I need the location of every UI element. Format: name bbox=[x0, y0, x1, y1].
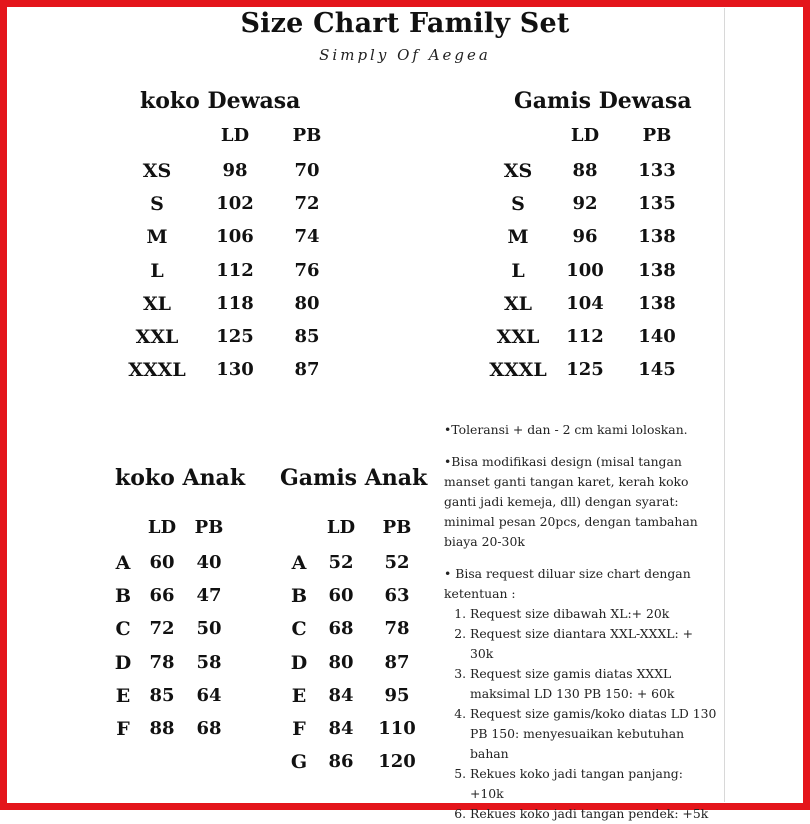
gamis-anak-ld-value: 86 bbox=[328, 751, 354, 772]
koko-dewasa-ld-value: 118 bbox=[216, 293, 254, 314]
koko-anak-size-label: F bbox=[116, 718, 130, 740]
tolerance-note: •Toleransi + dan - 2 cm kami loloskan. bbox=[444, 422, 688, 437]
gamis-anak-size-label: C bbox=[291, 618, 307, 640]
gamis-anak-ld-value: 60 bbox=[328, 585, 354, 606]
gamis-dewasa-size-label: S bbox=[511, 193, 525, 215]
gamis-dewasa-size-label: XL bbox=[503, 293, 533, 315]
gamis-anak-pb-value: 87 bbox=[384, 652, 410, 673]
gamis-dewasa-header-ld: LD bbox=[570, 125, 600, 146]
koko-dewasa-ld-value: 102 bbox=[216, 193, 254, 214]
gamis-dewasa-size-label: XXXL bbox=[489, 359, 547, 381]
koko-dewasa-size-label: M bbox=[146, 226, 168, 248]
gamis-dewasa-pb-value: 138 bbox=[638, 260, 676, 281]
page-edge-divider bbox=[724, 8, 725, 802]
koko-anak-pb-value: 64 bbox=[196, 685, 222, 706]
gamis-dewasa-pb-value: 138 bbox=[638, 226, 676, 247]
gamis-anak-title: Gamis Anak bbox=[280, 465, 428, 491]
gamis-dewasa-ld-value: 100 bbox=[566, 260, 604, 281]
gamis-anak-pb-value: 95 bbox=[384, 685, 410, 706]
koko-dewasa-ld-value: 112 bbox=[216, 260, 254, 281]
koko-dewasa-pb-value: 70 bbox=[294, 160, 320, 181]
koko-anak-ld-value: 88 bbox=[149, 718, 175, 739]
gamis-dewasa-ld-value: 88 bbox=[572, 160, 598, 181]
koko-dewasa-header-ld: LD bbox=[220, 125, 250, 146]
koko-anak-pb-value: 68 bbox=[196, 718, 222, 739]
gamis-anak-pb-value: 78 bbox=[384, 618, 410, 639]
koko-dewasa-title: koko Dewasa bbox=[140, 88, 301, 114]
koko-anak-header-pb: PB bbox=[194, 517, 224, 538]
koko-anak-title: koko Anak bbox=[115, 465, 246, 491]
gamis-anak-size-label: E bbox=[291, 685, 307, 707]
gamis-dewasa-pb-value: 135 bbox=[638, 193, 676, 214]
gamis-anak-pb-value: 63 bbox=[384, 585, 410, 606]
koko-anak-ld-value: 85 bbox=[149, 685, 175, 706]
gamis-dewasa-pb-value: 133 bbox=[638, 160, 676, 181]
request-intro: • Bisa request diluar size chart dengan ketentuan : bbox=[444, 566, 691, 601]
koko-anak-size-label: C bbox=[115, 618, 131, 640]
koko-anak-pb-value: 47 bbox=[196, 585, 222, 606]
koko-dewasa-size-label: S bbox=[150, 193, 164, 215]
gamis-anak-header-ld: LD bbox=[326, 517, 356, 538]
request-list bbox=[444, 604, 719, 824]
koko-dewasa-pb-value: 76 bbox=[294, 260, 320, 281]
koko-dewasa-size-label: XXXL bbox=[128, 359, 186, 381]
gamis-dewasa-title: Gamis Dewasa bbox=[514, 88, 692, 114]
koko-dewasa-ld-value: 125 bbox=[216, 326, 254, 347]
koko-dewasa-size-label: L bbox=[150, 260, 164, 282]
koko-dewasa-pb-value: 87 bbox=[294, 359, 320, 380]
koko-anak-ld-value: 60 bbox=[149, 552, 175, 573]
modification-note: •Bisa modifikasi design (misal tangan manset ganti tangan karet, kerah koko ganti jadi kemeja, dll) dengan syarat: minimal pesan 20pcs, dengan tambahan biaya 20-30k bbox=[444, 454, 698, 549]
gamis-dewasa-ld-value: 125 bbox=[566, 359, 604, 380]
koko-dewasa-pb-value: 80 bbox=[294, 293, 320, 314]
gamis-dewasa-header-pb: PB bbox=[642, 125, 672, 146]
koko-anak-size-label: E bbox=[115, 685, 131, 707]
gamis-dewasa-ld-value: 112 bbox=[566, 326, 604, 347]
gamis-anak-size-label: G bbox=[290, 751, 308, 773]
gamis-anak-pb-value: 52 bbox=[384, 552, 410, 573]
koko-anak-ld-value: 72 bbox=[149, 618, 175, 639]
gamis-dewasa-ld-value: 92 bbox=[572, 193, 598, 214]
gamis-anak-ld-value: 84 bbox=[328, 718, 354, 739]
notes-section bbox=[444, 420, 719, 824]
gamis-anak-size-label: F bbox=[292, 718, 306, 740]
koko-anak-size-label: B bbox=[114, 585, 132, 607]
koko-anak-pb-value: 50 bbox=[196, 618, 222, 639]
gamis-anak-pb-value: 110 bbox=[378, 718, 416, 739]
gamis-dewasa-pb-value: 145 bbox=[638, 359, 676, 380]
gamis-anak-ld-value: 52 bbox=[328, 552, 354, 573]
gamis-anak-size-label: B bbox=[290, 585, 308, 607]
koko-dewasa-pb-value: 74 bbox=[294, 226, 320, 247]
gamis-anak-ld-value: 68 bbox=[328, 618, 354, 639]
koko-anak-size-label: A bbox=[115, 552, 131, 574]
gamis-dewasa-size-label: M bbox=[507, 226, 529, 248]
gamis-anak-ld-value: 84 bbox=[328, 685, 354, 706]
koko-dewasa-size-label: XXL bbox=[135, 326, 179, 348]
gamis-dewasa-size-label: XS bbox=[503, 160, 533, 182]
request-item: 1. Request size dibawah XL:+ 20k bbox=[470, 604, 719, 624]
gamis-dewasa-size-label: L bbox=[511, 260, 525, 282]
koko-anak-header-ld: LD bbox=[147, 517, 177, 538]
gamis-anak-pb-value: 120 bbox=[378, 751, 416, 772]
koko-dewasa-ld-value: 130 bbox=[216, 359, 254, 380]
gamis-anak-ld-value: 80 bbox=[328, 652, 354, 673]
gamis-anak-size-label: D bbox=[290, 652, 308, 674]
koko-anak-size-label: D bbox=[114, 652, 132, 674]
koko-anak-ld-value: 66 bbox=[149, 585, 175, 606]
gamis-dewasa-pb-value: 140 bbox=[638, 326, 676, 347]
gamis-anak-header-pb: PB bbox=[382, 517, 412, 538]
koko-anak-pb-value: 40 bbox=[196, 552, 222, 573]
koko-dewasa-ld-value: 106 bbox=[216, 226, 254, 247]
koko-anak-pb-value: 58 bbox=[196, 652, 222, 673]
request-item: 4. Request size gamis/koko diatas LD 130 PB 150: menyesuaikan kebutuhan bahan bbox=[470, 704, 719, 764]
brand-signature: Simply Of Aegea bbox=[319, 46, 491, 64]
koko-dewasa-size-label: XL bbox=[142, 293, 172, 315]
request-item: 5. Rekues koko jadi tangan panjang: +10k bbox=[470, 764, 719, 804]
koko-dewasa-header-pb: PB bbox=[292, 125, 322, 146]
request-item: 6. Rekues koko jadi tangan pendek: +5k bbox=[470, 804, 719, 824]
koko-dewasa-pb-value: 85 bbox=[294, 326, 320, 347]
page-title: Size Chart Family Set bbox=[240, 8, 570, 39]
koko-dewasa-pb-value: 72 bbox=[294, 193, 320, 214]
request-item: 2. Request size diantara XXL-XXXL: + 30k bbox=[470, 624, 719, 664]
gamis-dewasa-size-label: XXL bbox=[496, 326, 540, 348]
gamis-anak-size-label: A bbox=[291, 552, 307, 574]
gamis-dewasa-ld-value: 104 bbox=[566, 293, 604, 314]
koko-anak-ld-value: 78 bbox=[149, 652, 175, 673]
koko-dewasa-size-label: XS bbox=[142, 160, 172, 182]
request-item: 3. Request size gamis diatas XXXL maksimal LD 130 PB 150: + 60k bbox=[470, 664, 719, 704]
gamis-dewasa-ld-value: 96 bbox=[572, 226, 598, 247]
gamis-dewasa-pb-value: 138 bbox=[638, 293, 676, 314]
koko-dewasa-ld-value: 98 bbox=[222, 160, 248, 181]
